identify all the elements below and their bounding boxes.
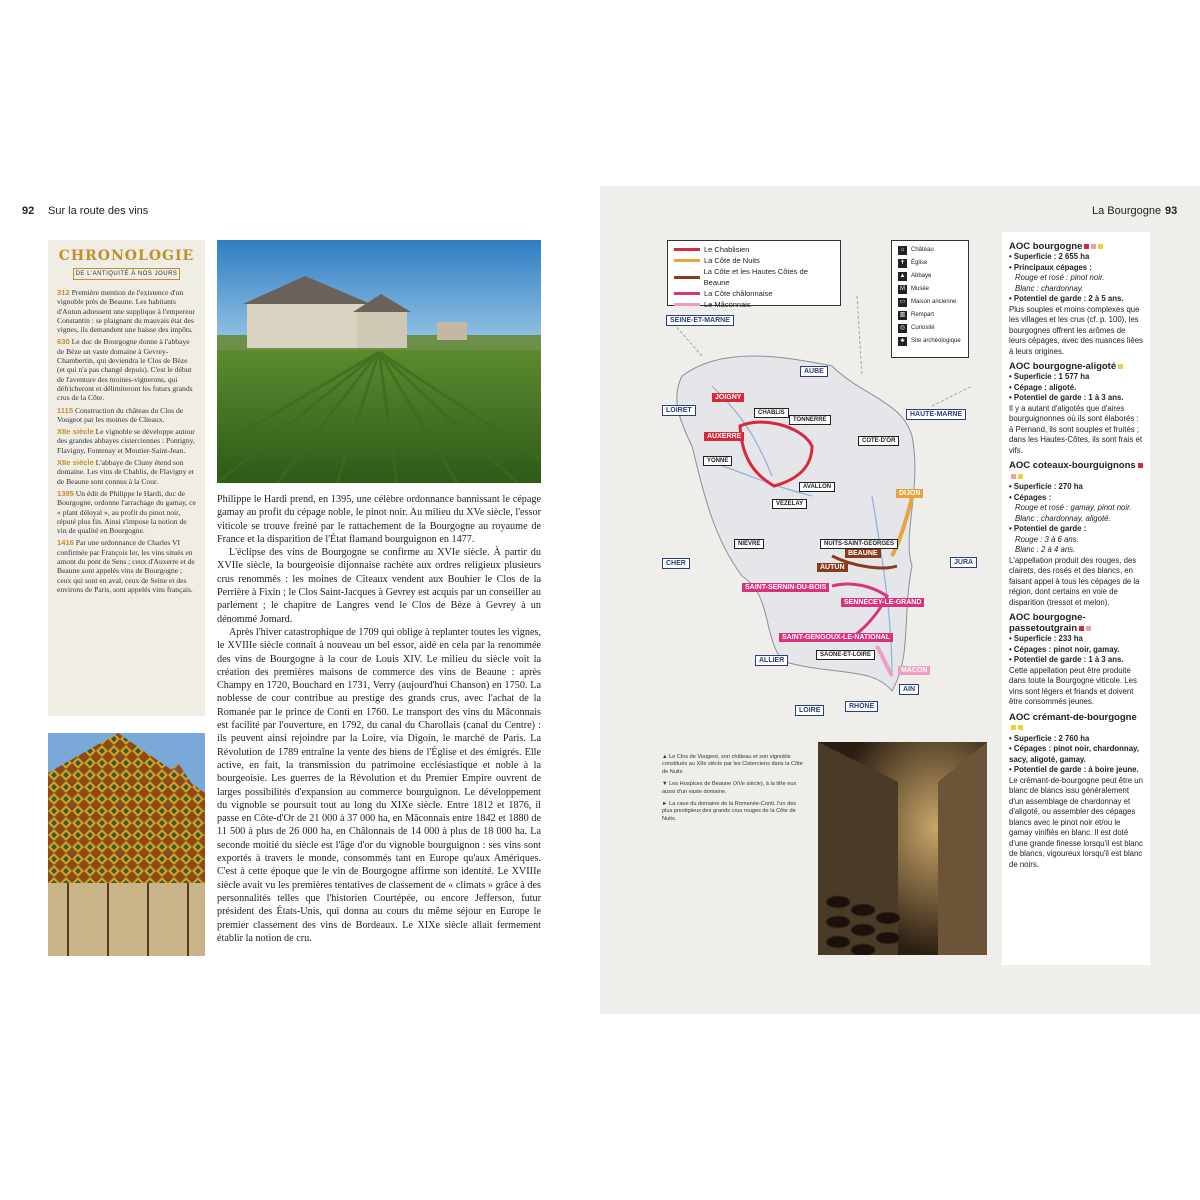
aoc-section (1009, 612, 1143, 708)
aoc-list (1009, 241, 1143, 870)
aoc-line: • Superficie : 2 655 ha (1009, 252, 1090, 261)
town-beaune: BEAUNE (845, 549, 881, 558)
left-page-number: 92 (22, 205, 35, 217)
aoc-line: • Cépage : aligoté. (1009, 382, 1077, 392)
chronology-year: 1416 (57, 538, 74, 548)
town-macon: MÂCON (898, 666, 930, 675)
romanee-conti-cellar-photo (818, 742, 987, 955)
town-tonnerre: TONNERRE (789, 415, 831, 425)
chronology-entry (57, 458, 196, 486)
chronology-text: Un édit de Philippe le Hardi, duc de Bourgogne, ordonne l'arrachage du gamay, ce « plant déloyal », au profit du pinot noir, réputé plus fin. Ainsi s'impose la notion de vin de qualité en Bourgogne. (57, 488, 196, 536)
legend-museum-icon: M Musée (900, 286, 930, 292)
town-vezelay: VÉZELAY (772, 499, 807, 509)
aoc-title-text: AOC bourgogne-passetoutgrain (1009, 612, 1086, 634)
chronology-entry (57, 406, 196, 425)
aoc-line: Il y a autant d'aligotés que d'aires bourguignonnes où ils sont élaborés : à Pernand, ils sont souples et fruités ; dans les Hautes-Côtes, ils sont frais et vifs. (1009, 403, 1143, 455)
right-running-title: La Bourgogne (1092, 205, 1162, 217)
aoc-title-text: AOC crémant-de-bourgogne (1009, 711, 1137, 723)
chronology-text: Par une ordonnance de Charles VI confirmée par François Ier, les vins situés en amont du pont de Sens ; ceux d'Auxerre et de Beaune sont appelés vins de Bourgogne ; ceux qui sont en aval, ceux de Seine et des environs de Paris, sont appelés vins français. (57, 538, 195, 594)
chronology-year: 1115 (57, 405, 74, 415)
aoc-title-text: AOC coteaux-bourguignons (1009, 460, 1136, 471)
legend-route-cote-beaune: La Côte et les Hautes Côtes de Beaune (674, 266, 834, 288)
burgundy-map (662, 236, 992, 736)
wine-color-dot (1084, 244, 1089, 249)
chronology-year: 312 (57, 288, 70, 297)
wine-color-dot (1118, 364, 1123, 369)
aoc-line: • Superficie : 233 ha (1009, 634, 1083, 643)
town-saint-gengoux-le-national: SAINT-GENGOUX-LE-NATIONAL (779, 633, 893, 642)
dept-jura: JURA (950, 557, 977, 568)
wine-color-dot (1091, 244, 1096, 249)
aoc-line: • Superficie : 1 577 ha (1009, 372, 1090, 381)
chronology-subtitle: DE L'ANTIQUITÉ À NOS JOURS (73, 268, 180, 280)
aoc-line: • Cépages : pinot noir, chardonnay, sacy, aligoté, gamay. (1009, 744, 1139, 764)
wine-color-dot (1018, 474, 1023, 479)
aoc-line: • Cépages : (1009, 492, 1052, 502)
chronology-text: Le vignoble se développe autour des grandes abbayes cisterciennes : Pontigny, Flavigny, Fontenay et Moutier-Saint-Jean. (57, 427, 195, 455)
label-nievre: NIÈVRE (734, 539, 764, 549)
aoc-line: Rouge : 3 à 6 ans. (1015, 534, 1079, 544)
aoc-title (1009, 712, 1143, 734)
chronology-box (48, 240, 205, 716)
aoc-line: Plus souples et moins complexes que les villages et les crus (cf. p. 100), les bourgognes offrent les arômes de leurs cépages, avec des nuances liées à leurs origines. (1009, 304, 1143, 356)
town-sennecey-le-grand: SENNECEY-LE-GRAND (841, 598, 924, 607)
chronology-text: Première mention de l'existence d'un vignoble près de Beaune. Les habitants d'Autun adressent une supplique à l'empereur Constantin : se plaignant du mauvais état des vignes, ils demandent une baisse des impôts. (57, 288, 195, 335)
town-chablis: CHABLIS (754, 408, 789, 418)
legend-route-chablisien: Le Chablisien (674, 244, 834, 255)
aoc-line: Blanc : chardonnay, aligoté. (1015, 513, 1111, 523)
aoc-line: Rouge et rosé : pinot noir. (1015, 273, 1105, 282)
town-saint-sernin-du-bois: SAINT-SERNIN-DU-BOIS (742, 583, 829, 592)
aoc-title-text: AOC bourgogne (1009, 241, 1083, 252)
aoc-section (1009, 361, 1143, 456)
wine-color-dot (1011, 725, 1016, 730)
chronology-year: XIIe siècle (57, 458, 94, 468)
town-avallon: AVALLON (799, 482, 835, 492)
body-paragraph-1: Philippe le Hardi prend, en 1395, une célèbre ordonnance bannissant le cépage gamay au profit du cépage noble, le pinot noir. Au milieu du XVe siècle, l'essor viticole se trouve freiné par le rattachement de la Bourgogne au royaume de France et la disparition de l'État flamand bourguignon en 1477. (217, 494, 541, 545)
aoc-line: Rouge et rosé : gamay, pinot noir. (1015, 503, 1132, 512)
legend-church-icon: ✝ Église (899, 260, 928, 266)
chronology-title: CHRONOLOGIE (58, 248, 195, 264)
label-yonne: YONNE (703, 456, 732, 466)
legend-route-cote-nuits: La Côte de Nuits (674, 255, 834, 266)
right-page-number: 93 (1165, 205, 1178, 217)
clos-vougeot-photo (217, 240, 541, 483)
aoc-title (1009, 612, 1143, 634)
legend-route-cote-chalonnaise: La Côte châlonnaise (674, 288, 834, 299)
left-running-title: Sur la route des vins (48, 205, 149, 217)
wine-color-dot (1138, 463, 1143, 468)
caption-hospices-beaune: ▼ Les Hospices de Beaune (XVe siècle), à la tête eux aussi d'un vaste domaine. (662, 781, 797, 795)
chronology-entry (57, 427, 196, 455)
map-symbol-legend (891, 240, 969, 358)
aoc-line: Le crémant-de-bourgogne peut être un blanc de blancs issu généralement d'un assemblage de chardonnay et d'aligoté, ou assembler des cépages blancs avec le pinot noir et/ou le gamay vinifiés en blanc. Il est doté d'une grande finesse lorsqu'il est blanc de blancs, vigoureux lorsqu'il est blanc de noirs. (1009, 775, 1143, 869)
legend-curiosity-icon: ◎ Curiosité (899, 325, 935, 331)
town-dijon: DIJON (896, 489, 923, 498)
aoc-line: • Potentiel de garde : (1009, 524, 1087, 533)
dept-cher: CHER (662, 558, 690, 569)
chronology-text: Construction du château du Clos de Vougeot par les moines de Cîteaux. (57, 405, 184, 424)
aoc-line: • Cépages : pinot noir, gamay. (1009, 644, 1120, 654)
wine-color-dot (1079, 626, 1084, 631)
town-joigny: JOIGNY (712, 393, 744, 402)
chronology-entry (57, 288, 196, 334)
aoc-line: Blanc : chardonnay. (1015, 283, 1084, 293)
legend-route-maconnais: Le Mâconnais (674, 299, 834, 310)
dept-seine-et-marne: SEINE-ET-MARNE (666, 315, 734, 326)
dept-aube: AUBE (800, 366, 828, 377)
body-paragraph-3: Après l'hiver catastrophique de 1709 qui oblige à replanter toutes les vignes, le XVIIIe siècle connaît à nouveau un bel essor, aidé en cela par la renommée des vins de Bourgogne à la cour de Louis XIV. Le milieu du siècle voit la création des premières maisons de commerce des vins de Beaune : après Champy en 1720, Bouchard en 1731, Verry (aujourd'hui Chanson) en 1750. La noblesse de cour contribue au prestige des grands crus, avec l'achat de la Romanée par le prince de Conti en 1760. Le transport des vins du Mâconnais est facilité par l'ouverture, en 1792, du canal du Charollais (canal du Centre) : ils peuvent ainsi rejoindre par la Loire, via Digoin, le marché de Paris. La Révolution de 1789 entraîne la vente des biens de l'Église et des émigrés. Elle active, en fait, la transmission du patrimoine ecclésiastique et noble à la bourgeoisie. Les guerres de la Révolution et du Premier Empire ouvrent de larges possibilités d'expansion au commerce bourguignon. Le développement du vignoble se poursuit tout au long du XIXe siècle. Entre 1812 et 1876, il passe en Côte-d'Or de 21 000 à 37 000 ha, en Mâconnais entre 1842 et 1880 de 11 500 à plus de 26 000 ha, en Châlonnais de 14 000 à plus de 18 000 ha. La seconde moitié du siècle est l'âge d'or du vignoble bourguignon : ses vins sont exportés à travers le monde, consommés tant en Europe qu'aux Amériques. C'est à cette époque que le vin de Bourgogne affirme son identité. Le XVIIIe siècle avait vu les premières tentatives de classement de « climats » grâce à des personnalités telles que l'historien Courtépée, ou encore Jefferson, futur président des États-Unis, qui donna au cours du même séjour en Europe le premier classement des vins de Bordeaux. Le XIXe siècle allait fermement établir la notion de cru. (217, 626, 541, 944)
aoc-line: • Principaux cépages : (1009, 262, 1092, 272)
town-autun: AUTUN (817, 563, 848, 572)
chronology-entry (57, 337, 196, 402)
dept-haute-marne: HAUTE-MARNE (906, 409, 966, 420)
dept-allier: ALLIER (755, 655, 788, 666)
aoc-line: L'appellation produit des rouges, des clairets, des rosés et des blancs, en faisant appel à tous les cépages de la région, dont certains en voie de disparition (tressot et melon). (1009, 555, 1140, 607)
aoc-title (1009, 361, 1143, 372)
aoc-title (1009, 241, 1143, 252)
legend-old-house-icon: ▭ Maison ancienne (899, 299, 957, 305)
aoc-section (1009, 712, 1143, 871)
aoc-line: • Superficie : 270 ha (1009, 482, 1083, 491)
wine-color-dot (1098, 244, 1103, 249)
aoc-line: Cette appellation peut être produite dans toute la Bourgogne viticole. Les vins sont légers et friands et doivent être consommés jeunes. (1009, 665, 1137, 706)
legend-archaeology-icon: ♣ Site archéologique (898, 335, 962, 348)
chronology-text: L'abbaye de Cluny étend son domaine. Les vins de Chablis, de Flavigny et de Beaune sont connus à la Cour. (57, 458, 194, 486)
aoc-section (1009, 460, 1143, 608)
chronology-year: XIIe siècle (57, 427, 94, 437)
label-cote-dor: CÔTE-D'OR (858, 436, 899, 446)
dept-rhone: RHÔNE (845, 701, 878, 712)
chronology-entry (57, 538, 196, 594)
aoc-title-text: AOC bourgogne-aligoté (1009, 361, 1117, 372)
town-nuits-saint-georges: NUITS-SAINT-GEORGES (820, 539, 898, 549)
wine-color-dot (1086, 626, 1091, 631)
aoc-section (1009, 241, 1143, 357)
aoc-line: • Potentiel de garde : 1 à 3 ans. (1009, 393, 1124, 402)
dept-loire: LOIRE (795, 705, 824, 716)
chronology-year: 630 (57, 337, 70, 347)
dept-ain: AIN (899, 684, 919, 695)
main-body-text (217, 493, 541, 963)
chronology-entries (57, 288, 196, 594)
label-saone-et-loire: SAÔNE-ET-LOIRE (816, 650, 875, 660)
dept-loiret: LOIRET (662, 405, 696, 416)
legend-rampart-icon: ▥ Rempart (899, 312, 935, 318)
body-paragraph-2: L'éclipse des vins de Bourgogne se confirme au XVIe siècle. À partir du XVIIe siècle, la bourgeoisie dijonnaise rachète aux ordres religieux plusieurs crus renommés : les moines de Cîteaux vendent aux Bouhier le Clos de la Perrière à Fixin ; le Clos Saint-Jacques à Gevrey est acquis par un conseiller au parlement ; le chapitre de Langres vend le Clos de Bèze à Gevrey à un dénommé Jomard. (217, 547, 541, 625)
aoc-line: Blanc : 2 à 4 ans. (1015, 545, 1076, 554)
chronology-year: 1395 (57, 488, 74, 498)
photo-captions (662, 754, 806, 823)
wine-color-dot (1011, 474, 1016, 479)
aoc-line: • Potentiel de garde : 1 à 3 ans. (1009, 655, 1124, 664)
chronology-text: Le duc de Bourgogne donne à l'abbaye de Bèze un vaste domaine à Gevrey-Chambertin, qui deviendra le Clos de Bèze (et qui n'a pas changé depuis). C'est le début de l'aventure des moines-vignerons, qui défricheront et délimiteront les futurs grands crus de la Côte. (57, 337, 193, 403)
hospices-beaune-photo (48, 733, 205, 956)
wine-color-dot (1018, 725, 1023, 730)
map-route-legend (667, 240, 841, 309)
caption-clos-vougeot: ▲ Le Clos de Vougeot, son château et son vignoble constitués au XIIe siècle par les Cisterciens dans la Côte de Nuits (662, 754, 803, 775)
aoc-line: • Potentiel de garde : à boire jeune. (1009, 765, 1139, 774)
town-auxerre: AUXERRE (704, 432, 744, 441)
caption-romanee-conti: ► La cave du domaine de la Romanée-Conti, l'un des plus prestigieux des grands crus rouges de la Côte de Nuits. (662, 801, 797, 822)
chronology-entry (57, 489, 196, 535)
aoc-line: • Potentiel de garde : 2 à 5 ans. (1009, 294, 1124, 303)
aoc-line: • Superficie : 2 760 ha (1009, 733, 1090, 743)
legend-abbey-icon: ▲ Abbaye (899, 273, 932, 279)
aoc-sidebar (1002, 232, 1150, 965)
aoc-title (1009, 460, 1143, 482)
legend-castle-icon: ⌂ Château (898, 244, 962, 257)
